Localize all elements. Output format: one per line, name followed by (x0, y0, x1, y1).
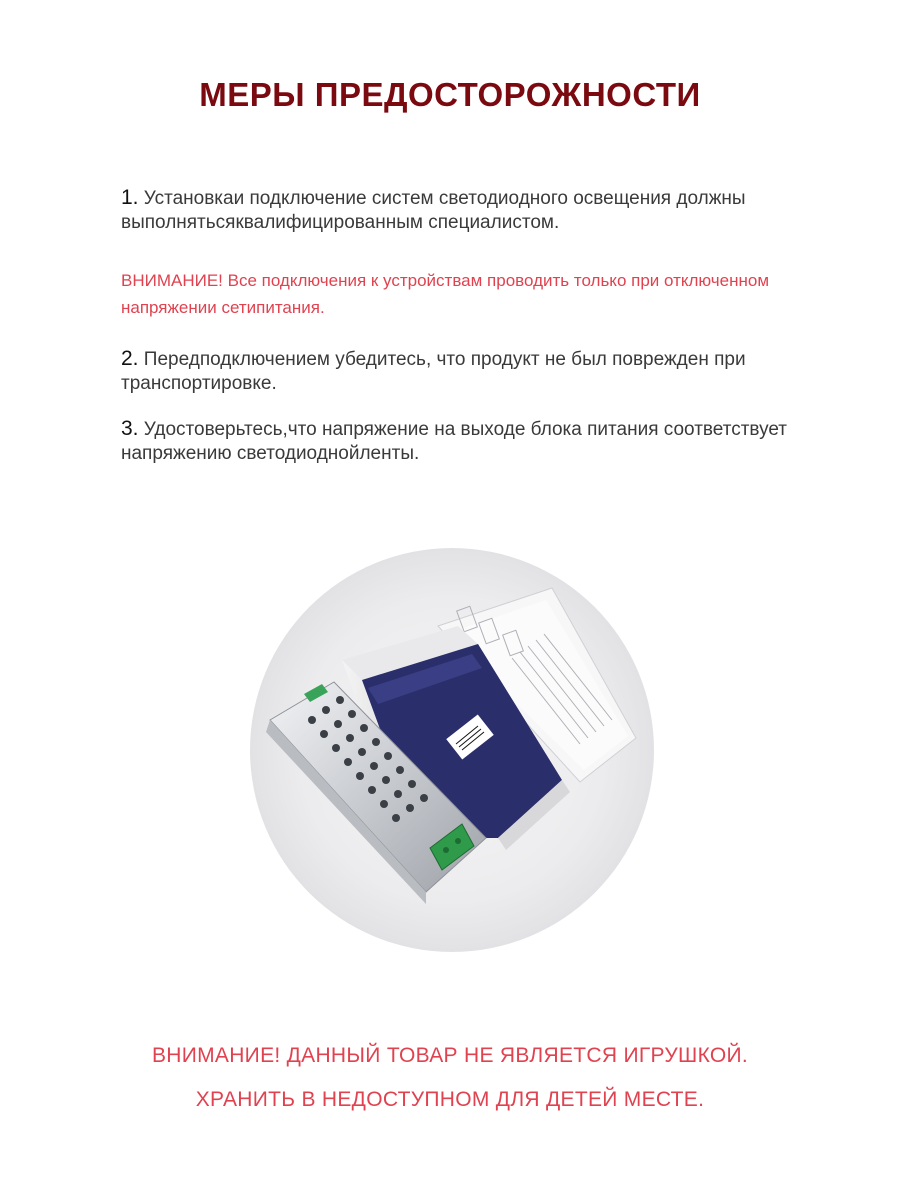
item-number: 3. (121, 417, 139, 440)
power-supply-illustration (250, 548, 654, 952)
page-title: МЕРЫ ПРЕДОСТОРОЖНОСТИ (199, 76, 701, 113)
item-number: 2. (121, 347, 139, 370)
product-photo (250, 548, 654, 952)
warning-text: ВНИМАНИЕ! Все подключения к устройствам проводить только при отключенном напряжении сетипитания. (121, 271, 770, 317)
item-text: Установкаи подключение систем светодиодного освещения должны выполнятьсяквалифицированным специалистом. (121, 188, 746, 233)
precaution-item-2 (121, 347, 801, 396)
footer-warning-line-1: ВНИМАНИЕ! ДАННЫЙ ТОВАР НЕ ЯВЛЯЕТСЯ ИГРУШКОЙ. (151, 1044, 749, 1067)
footer-warning-line-2: ХРАНИТЬ В НЕДОСТУПНОМ ДЛЯ ДЕТЕЙ МЕСТЕ. (195, 1088, 705, 1111)
item-text: Удостоверьтесь,что напряжение на выходе блока питания соответствует напряжению светодиоднойленты. (121, 419, 788, 464)
item-number: 1. (121, 186, 139, 209)
precaution-item-1 (121, 186, 801, 235)
precaution-item-3 (121, 417, 801, 466)
item-text: Передподключением убедитесь, что продукт не был поврежден при транспортировке. (121, 349, 746, 394)
